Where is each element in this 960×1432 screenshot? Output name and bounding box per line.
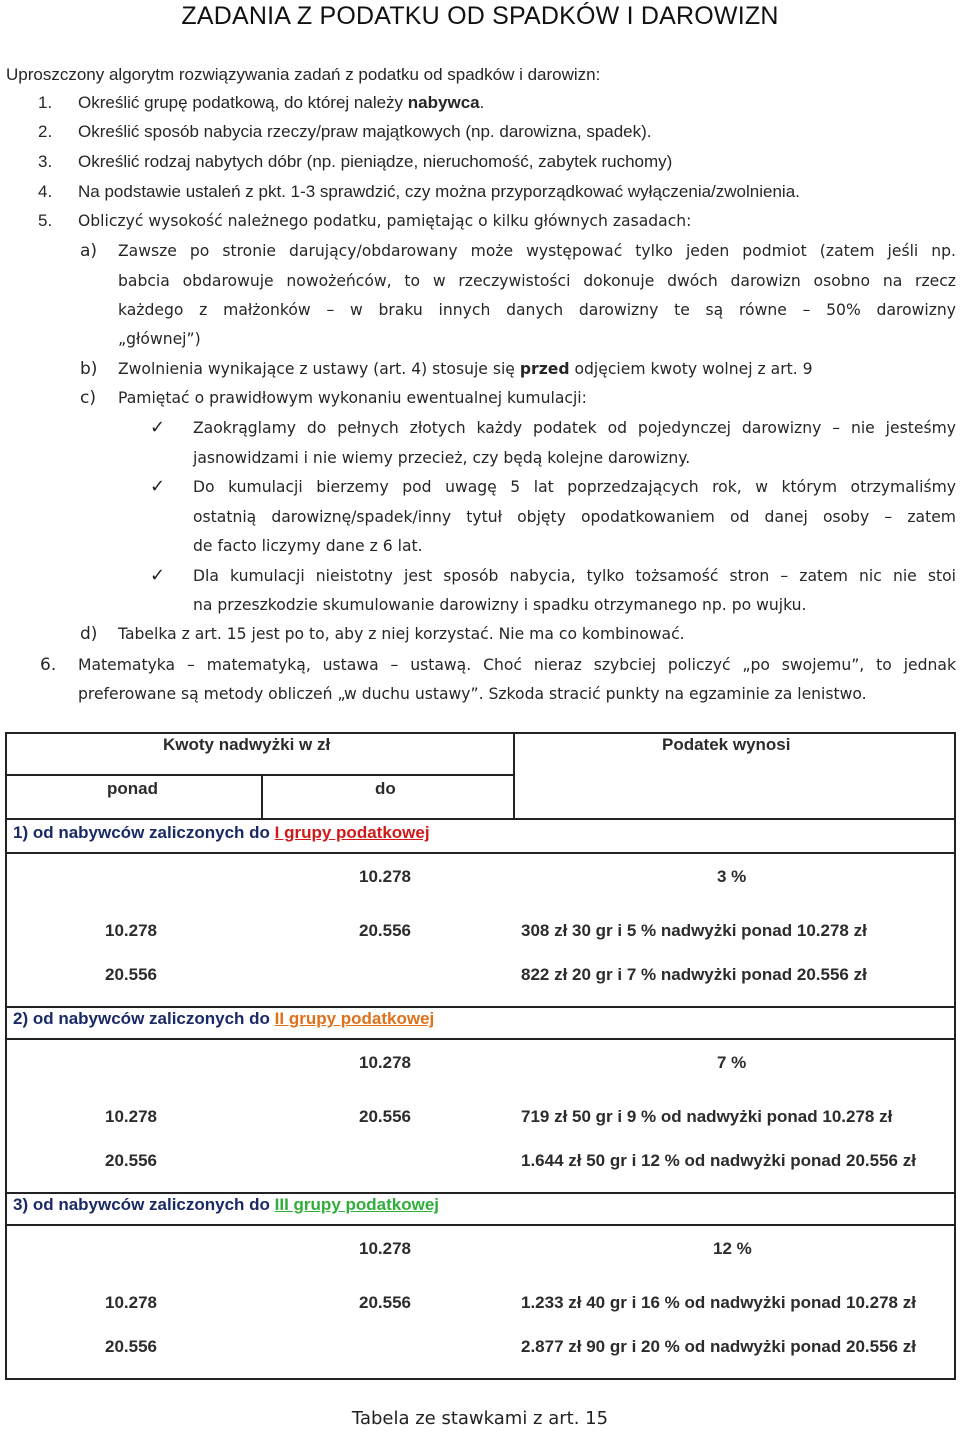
step-5-number: 5. (38, 211, 53, 230)
check-1-line-1: Zaokrąglamy do pełnych złotych każdy podatek od pojedynczej darowizny – nie jesteśmy (193, 419, 956, 437)
step-4-number: 4. (38, 182, 53, 201)
tax-rates-table (5, 732, 956, 1380)
table-cell-tax: 7 % (717, 1053, 747, 1072)
sub-d-label: d) (80, 624, 98, 644)
checkmark-icon: ✓ (150, 565, 166, 586)
sub-c-label: c) (80, 388, 96, 408)
table-cell-over: 10.278 (105, 921, 157, 940)
step-3-number: 3. (38, 152, 53, 171)
table-cell-to: 20.556 (359, 1107, 411, 1126)
step-6-line-1: Matematyka – matematyką, ustawa – ustawą. Choć nieraz szybciej policzyć „po swojemu”, to jednak (78, 656, 956, 674)
header-to: do (375, 779, 396, 798)
step-6-line-2: preferowane są metody obliczeń „w duchu ustawy”. Szkoda stracić punkty na egzaminie za lenistwo. (78, 685, 867, 703)
document-title: ZADANIA Z PODATKU OD SPADKÓW I DAROWIZN (181, 2, 779, 30)
check-1-line-2: jasnowidzami i nie wiemy przecież, czy będą kolejne darowizny. (193, 449, 691, 467)
sub-a-line-4: „głównej”) (118, 330, 201, 348)
step-5-text: Obliczyć wysokość należnego podatku, pamiętając o kilku głównych zasadach: (78, 212, 692, 230)
table-cell-to: 10.278 (359, 867, 411, 886)
step-2-number: 2. (38, 122, 53, 141)
sub-a-label: a) (80, 241, 98, 261)
sub-d-text: Tabelka z art. 15 jest po to, aby z niej korzystać. Nie ma co kombinować. (118, 625, 685, 643)
step-1-text: Określić grupę podatkową, do której należy nabywca. (78, 93, 485, 112)
table-cell-to: 10.278 (359, 1239, 411, 1258)
sub-a-line-1: Zawsze po stronie darujący/obdarowany może występować tylko jeden podmiot (zatem jeśli np. (118, 242, 956, 260)
table-cell-to: 20.556 (359, 1293, 411, 1312)
table-cell-tax: 719 zł 50 gr i 9 % od nadwyżki ponad 10.278 zł (521, 1107, 893, 1126)
check-2-line-3: de facto liczymy dane z 6 lat. (193, 537, 423, 555)
header-tax: Podatek wynosi (662, 735, 791, 754)
group-2-heading: 2) od nabywców zaliczonych do II grupy podatkowej (13, 1009, 435, 1028)
table-cell-over: 10.278 (105, 1107, 157, 1126)
step-2-text: Określić sposób nabycia rzeczy/praw majątkowych (np. darowizna, spadek). (78, 122, 652, 141)
sub-b-text: Zwolnienia wynikające z ustawy (art. 4) stosuje się przed odjęciem kwoty wolnej z art. 9 (118, 360, 813, 378)
step-3-text: Określić rodzaj nabytych dóbr (np. pieniądze, nieruchomość, zabytek ruchomy) (78, 152, 673, 171)
header-over: ponad (107, 779, 158, 798)
table-cell-over: 20.556 (105, 965, 157, 984)
table-cell-tax: 308 zł 30 gr i 5 % nadwyżki ponad 10.278 zł (521, 921, 867, 940)
step-4-text: Na podstawie ustaleń z pkt. 1-3 sprawdzić, czy można przyporządkować wyłączenia/zwolnienia. (78, 182, 800, 201)
table-cell-over: 20.556 (105, 1151, 157, 1170)
table-caption: Tabela ze stawkami z art. 15 (351, 1408, 609, 1429)
table-cell-to: 20.556 (359, 921, 411, 940)
check-3-line-2: na przeszkodzie skumulowanie darowizny i spadku otrzymanego np. po wujku. (193, 596, 807, 614)
sub-a-line-2: babcia obdarowuje nowożeńców, to w rzeczywistości dokonuje dwóch darowizn osobno na rzecz (118, 272, 956, 290)
header-amount: Kwoty nadwyżki w zł (163, 735, 331, 754)
table-cell-to: 10.278 (359, 1053, 411, 1072)
table-cell-tax: 1.644 zł 50 gr i 12 % od nadwyżki ponad 20.556 zł (521, 1151, 916, 1170)
step-1-number: 1. (38, 93, 53, 112)
sub-c-text: Pamiętać o prawidłowym wykonaniu ewentualnej kumulacji: (118, 389, 587, 407)
checkmark-icon: ✓ (150, 476, 166, 497)
table-cell-over: 20.556 (105, 1337, 157, 1356)
table-cell-tax: 2.877 zł 90 gr i 20 % od nadwyżki ponad 20.556 zł (521, 1337, 916, 1356)
table-cell-tax: 3 % (717, 867, 747, 886)
checkmark-icon: ✓ (150, 417, 166, 438)
table-cell-over: 10.278 (105, 1293, 157, 1312)
check-2-line-1: Do kumulacji bierzemy pod uwagę 5 lat poprzedzających rok, w którym otrzymaliśmy (193, 478, 956, 496)
check-3-line-1: Dla kumulacji nieistotny jest sposób nabycia, tylko tożsamość stron – zatem nic nie stoi (193, 567, 956, 585)
table-cell-tax: 1.233 zł 40 gr i 16 % od nadwyżki ponad 10.278 zł (521, 1293, 916, 1312)
sub-b-label: b) (80, 359, 98, 379)
intro-text: Uproszczony algorytm rozwiązywania zadań z podatku od spadków i darowizn: (6, 65, 601, 84)
group-1-heading: 1) od nabywców zaliczonych do I grupy podatkowej (13, 823, 430, 842)
group-3-heading: 3) od nabywców zaliczonych do III grupy podatkowej (13, 1195, 440, 1214)
check-2-line-2: ostatnią darowiznę/spadek/inny tytuł objęty opodatkowaniem od danej osoby – zatem (193, 508, 956, 526)
table-cell-tax: 12 % (713, 1239, 752, 1258)
table-cell-tax: 822 zł 20 gr i 7 % nadwyżki ponad 20.556 zł (521, 965, 867, 984)
sub-a-line-3: każdego z małżonków – w braku innych danych darowizny te są równe – 50% darowizny (118, 301, 956, 319)
step-6-number: 6. (40, 655, 57, 675)
